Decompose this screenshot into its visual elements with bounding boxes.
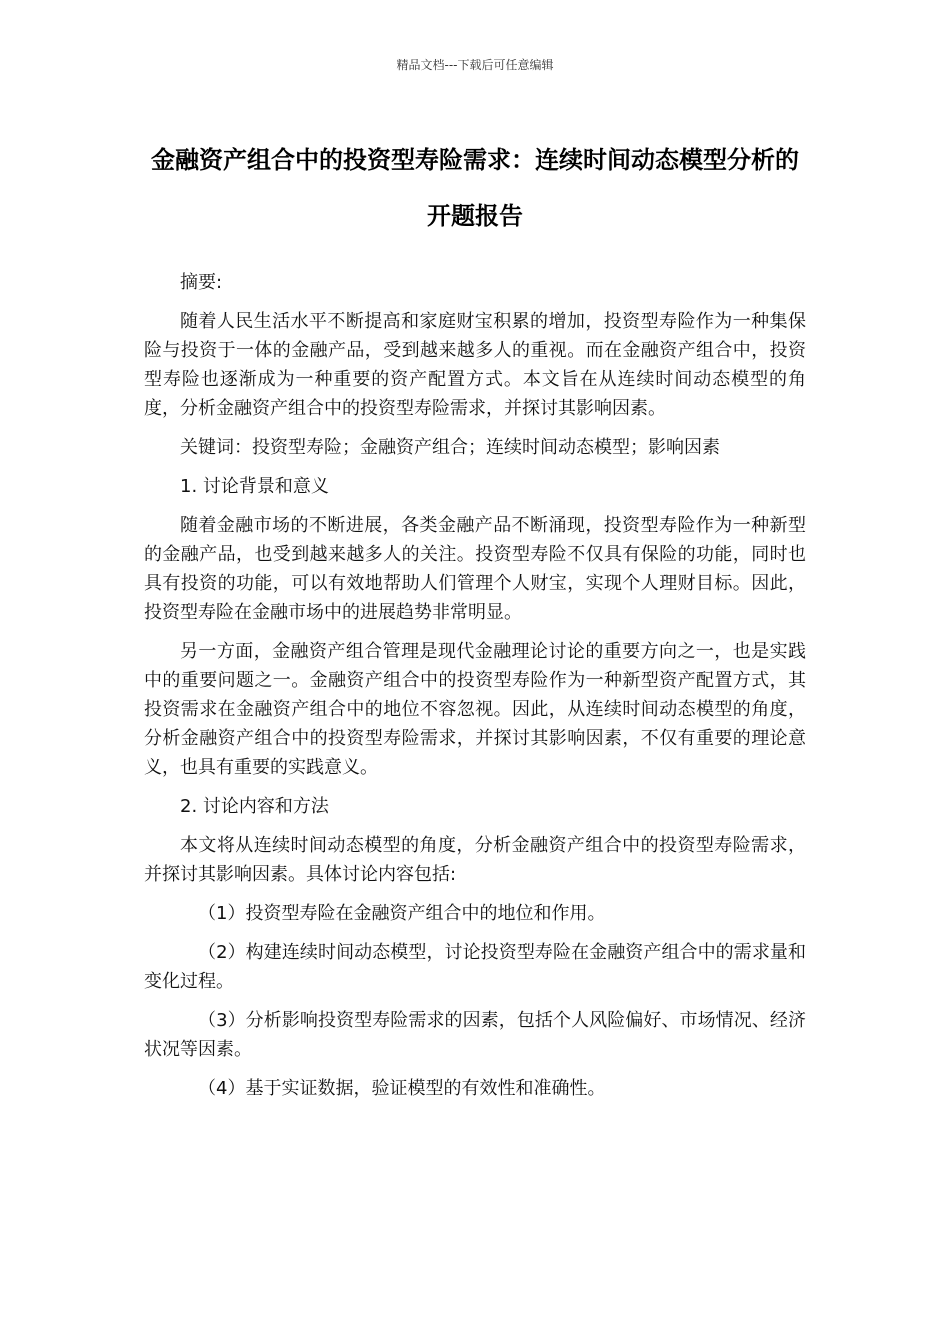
section-heading-background: 1. 讨论背景和意义 [180,476,329,497]
document-title: 金融资产组合中的投资型寿险需求：连续时间动态模型分析的开题报告 [151,146,799,230]
abstract-paragraph: 随着人民生活水平不断提高和家庭财宝积累的增加，投资型寿险作为一种集保险与投资于一体的金融产品，受到越来越多人的重视。而在金融资产组合中，投资型寿险也逐渐成为一种重要的资产配置方式。本文旨在从连续时间动态模型的角度，分析金融资产组合中的投资型寿险需求，并探讨其影响因素。 [144,311,806,419]
abstract-label: 摘要: [180,272,223,293]
background-paragraph-2: 另一方面，金融资产组合管理是现代金融理论讨论的重要方向之一，也是实践中的重要问题之一。金融资产组合中的投资型寿险作为一种新型资产配置方式，其投资需求在金融资产组合中的地位不容忽视。因此，从连续时间动态模型的角度，分析金融资产组合中的投资型寿险需求，并探讨其影响因素，不仅有重要的理论意义，也具有重要的实践意义。 [144,641,806,778]
list-item: （4）基于实证数据，验证模型的有效性和准确性。 [198,1078,606,1099]
keywords-paragraph: 关键词：投资型寿险；金融资产组合；连续时间动态模型；影响因素 [180,437,720,458]
page-header: 精品文档---下载后可任意编辑 [396,58,554,72]
background-paragraph-1: 随着金融市场的不断进展，各类金融产品不断涌现，投资型寿险作为一种新型的金融产品，也受到越来越多人的关注。投资型寿险不仅具有保险的功能，同时也具有投资的功能，可以有效地帮助人们管理个人财宝，实现个人理财目标。因此，投资型寿险在金融市场中的进展趋势非常明显。 [144,515,806,623]
list-item: （3）分析影响投资型寿险需求的因素，包括个人风险偏好、市场情况、经济状况等因素。 [144,1010,806,1060]
list-item: （2）构建连续时间动态模型，讨论投资型寿险在金融资产组合中的需求量和变化过程。 [144,942,806,992]
section-heading-content: 2. 讨论内容和方法 [180,796,329,817]
content-paragraph: 本文将从连续时间动态模型的角度，分析金融资产组合中的投资型寿险需求，并探讨其影响因素。具体讨论内容包括: [144,835,806,885]
list-item: （1）投资型寿险在金融资产组合中的地位和作用。 [198,903,606,924]
document-body [144,268,806,1113]
